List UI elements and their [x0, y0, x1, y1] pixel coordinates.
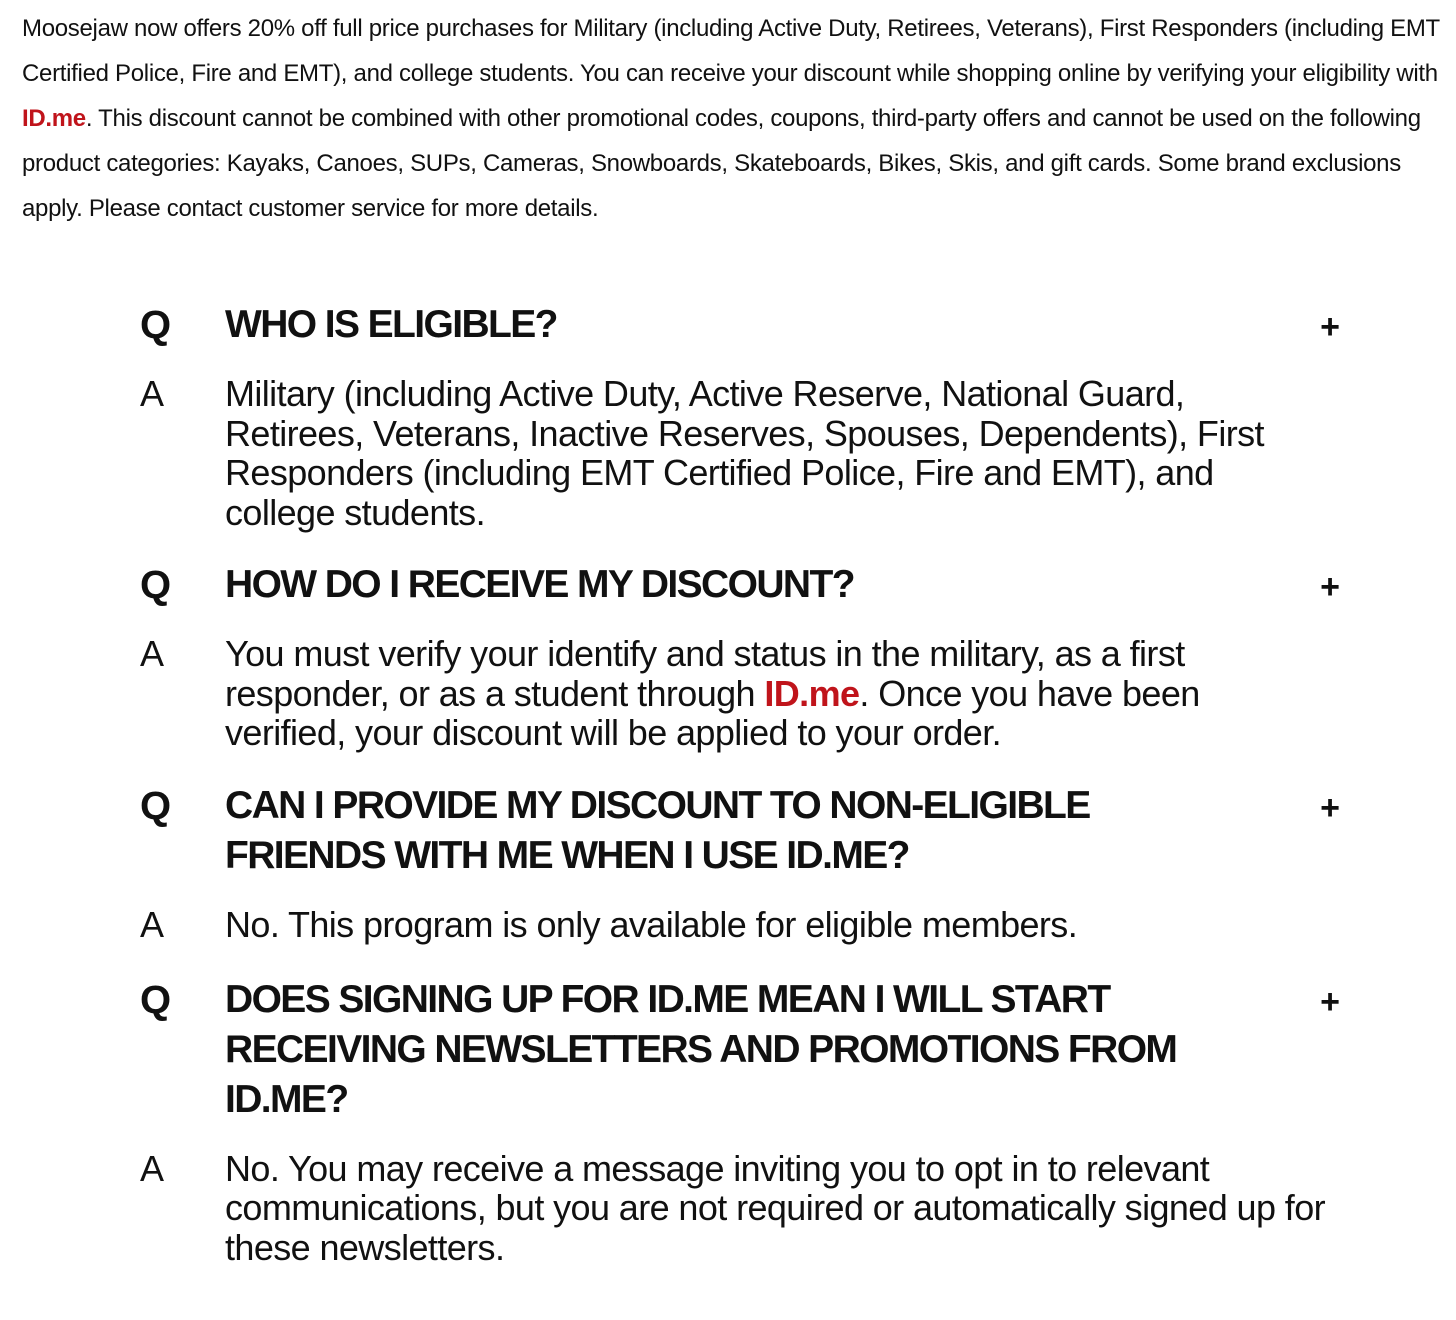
expand-plus-icon[interactable]: + [1320, 568, 1340, 606]
question-marker: Q [140, 977, 172, 1022]
intro-text-end: . This discount cannot be combined with other promotional codes, coupons, third-party offers and cannot be used on the following product categories: Kayaks, Canoes, SUPs, Cameras, Snowboards, Skateboards, Bikes, Skis, and gift cards. Some brand exclusions apply. Please contact customer service for more details. [22, 105, 1421, 222]
answer-text-start: You must verify your identify and status in the military, as a first responder, or as a student through [225, 633, 1185, 714]
answer-marker: A [140, 373, 165, 414]
intro-paragraph [22, 6, 1442, 231]
faq-question-row[interactable] [140, 975, 1350, 1125]
question-marker: Q [140, 783, 172, 828]
answer-marker: A [140, 1147, 165, 1189]
faq-answer: No. This program is only available for eligible members. [225, 903, 1078, 945]
question-marker: Q [140, 563, 172, 607]
faq-item [140, 560, 1350, 753]
faq-question[interactable]: CAN I PROVIDE MY DISCOUNT TO NON-ELIGIBLE FRIENDS WITH ME WHEN I USE ID.ME? [225, 783, 1090, 877]
faq-item [140, 300, 1350, 532]
faq-list [140, 300, 1350, 1301]
idme-answer-link[interactable]: ID.me [764, 672, 860, 714]
faq-question-row[interactable] [140, 300, 1350, 350]
faq-answer-row [140, 1149, 1350, 1268]
faq-question-row[interactable] [140, 560, 1350, 610]
question-marker: Q [140, 303, 172, 347]
faq-question[interactable]: HOW DO I RECEIVE MY DISCOUNT? [225, 563, 854, 606]
intro-text-start: Moosejaw now offers 20% off full price purchases for Military (including Active Duty, Retirees, Veterans), First Responders (including EMT Certified Police, Fire and EMT), and college students. You can receive your discount while shopping online by verifying your eligibility with [22, 15, 1440, 87]
faq-answer: No. You may receive a message inviting you to opt in to relevant communications, but you are not required or automatically signed up for these newsletters. [225, 1147, 1326, 1268]
faq-question-row[interactable] [140, 781, 1350, 881]
faq-question[interactable]: WHO IS ELIGIBLE? [225, 303, 557, 346]
faq-answer-row [140, 905, 1350, 945]
expand-plus-icon[interactable]: + [1320, 788, 1340, 827]
answer-text-end: . Once you have been verified, your discount will be applied to your order. [225, 672, 1200, 753]
faq-answer-row [140, 374, 1350, 532]
faq-answer: Military (including Active Duty, Active Reserve, National Guard, Retirees, Veterans, Inactive Reserves, Spouses, Dependents), First Responders (including EMT Certified Police, Fire and EMT), and college students. [225, 373, 1264, 533]
faq-answer [225, 634, 1325, 753]
faq-item [140, 781, 1350, 945]
faq-question[interactable]: DOES SIGNING UP FOR ID.ME MEAN I WILL START RECEIVING NEWSLETTERS AND PROMOTIONS FROM ID.ME? [225, 977, 1177, 1121]
answer-marker: A [140, 633, 165, 674]
expand-plus-icon[interactable]: + [1320, 308, 1340, 346]
answer-marker: A [140, 903, 165, 945]
faq-item [140, 975, 1350, 1268]
expand-plus-icon[interactable]: + [1320, 982, 1340, 1021]
idme-link[interactable]: ID.me [22, 105, 86, 132]
faq-answer-row [140, 634, 1350, 753]
